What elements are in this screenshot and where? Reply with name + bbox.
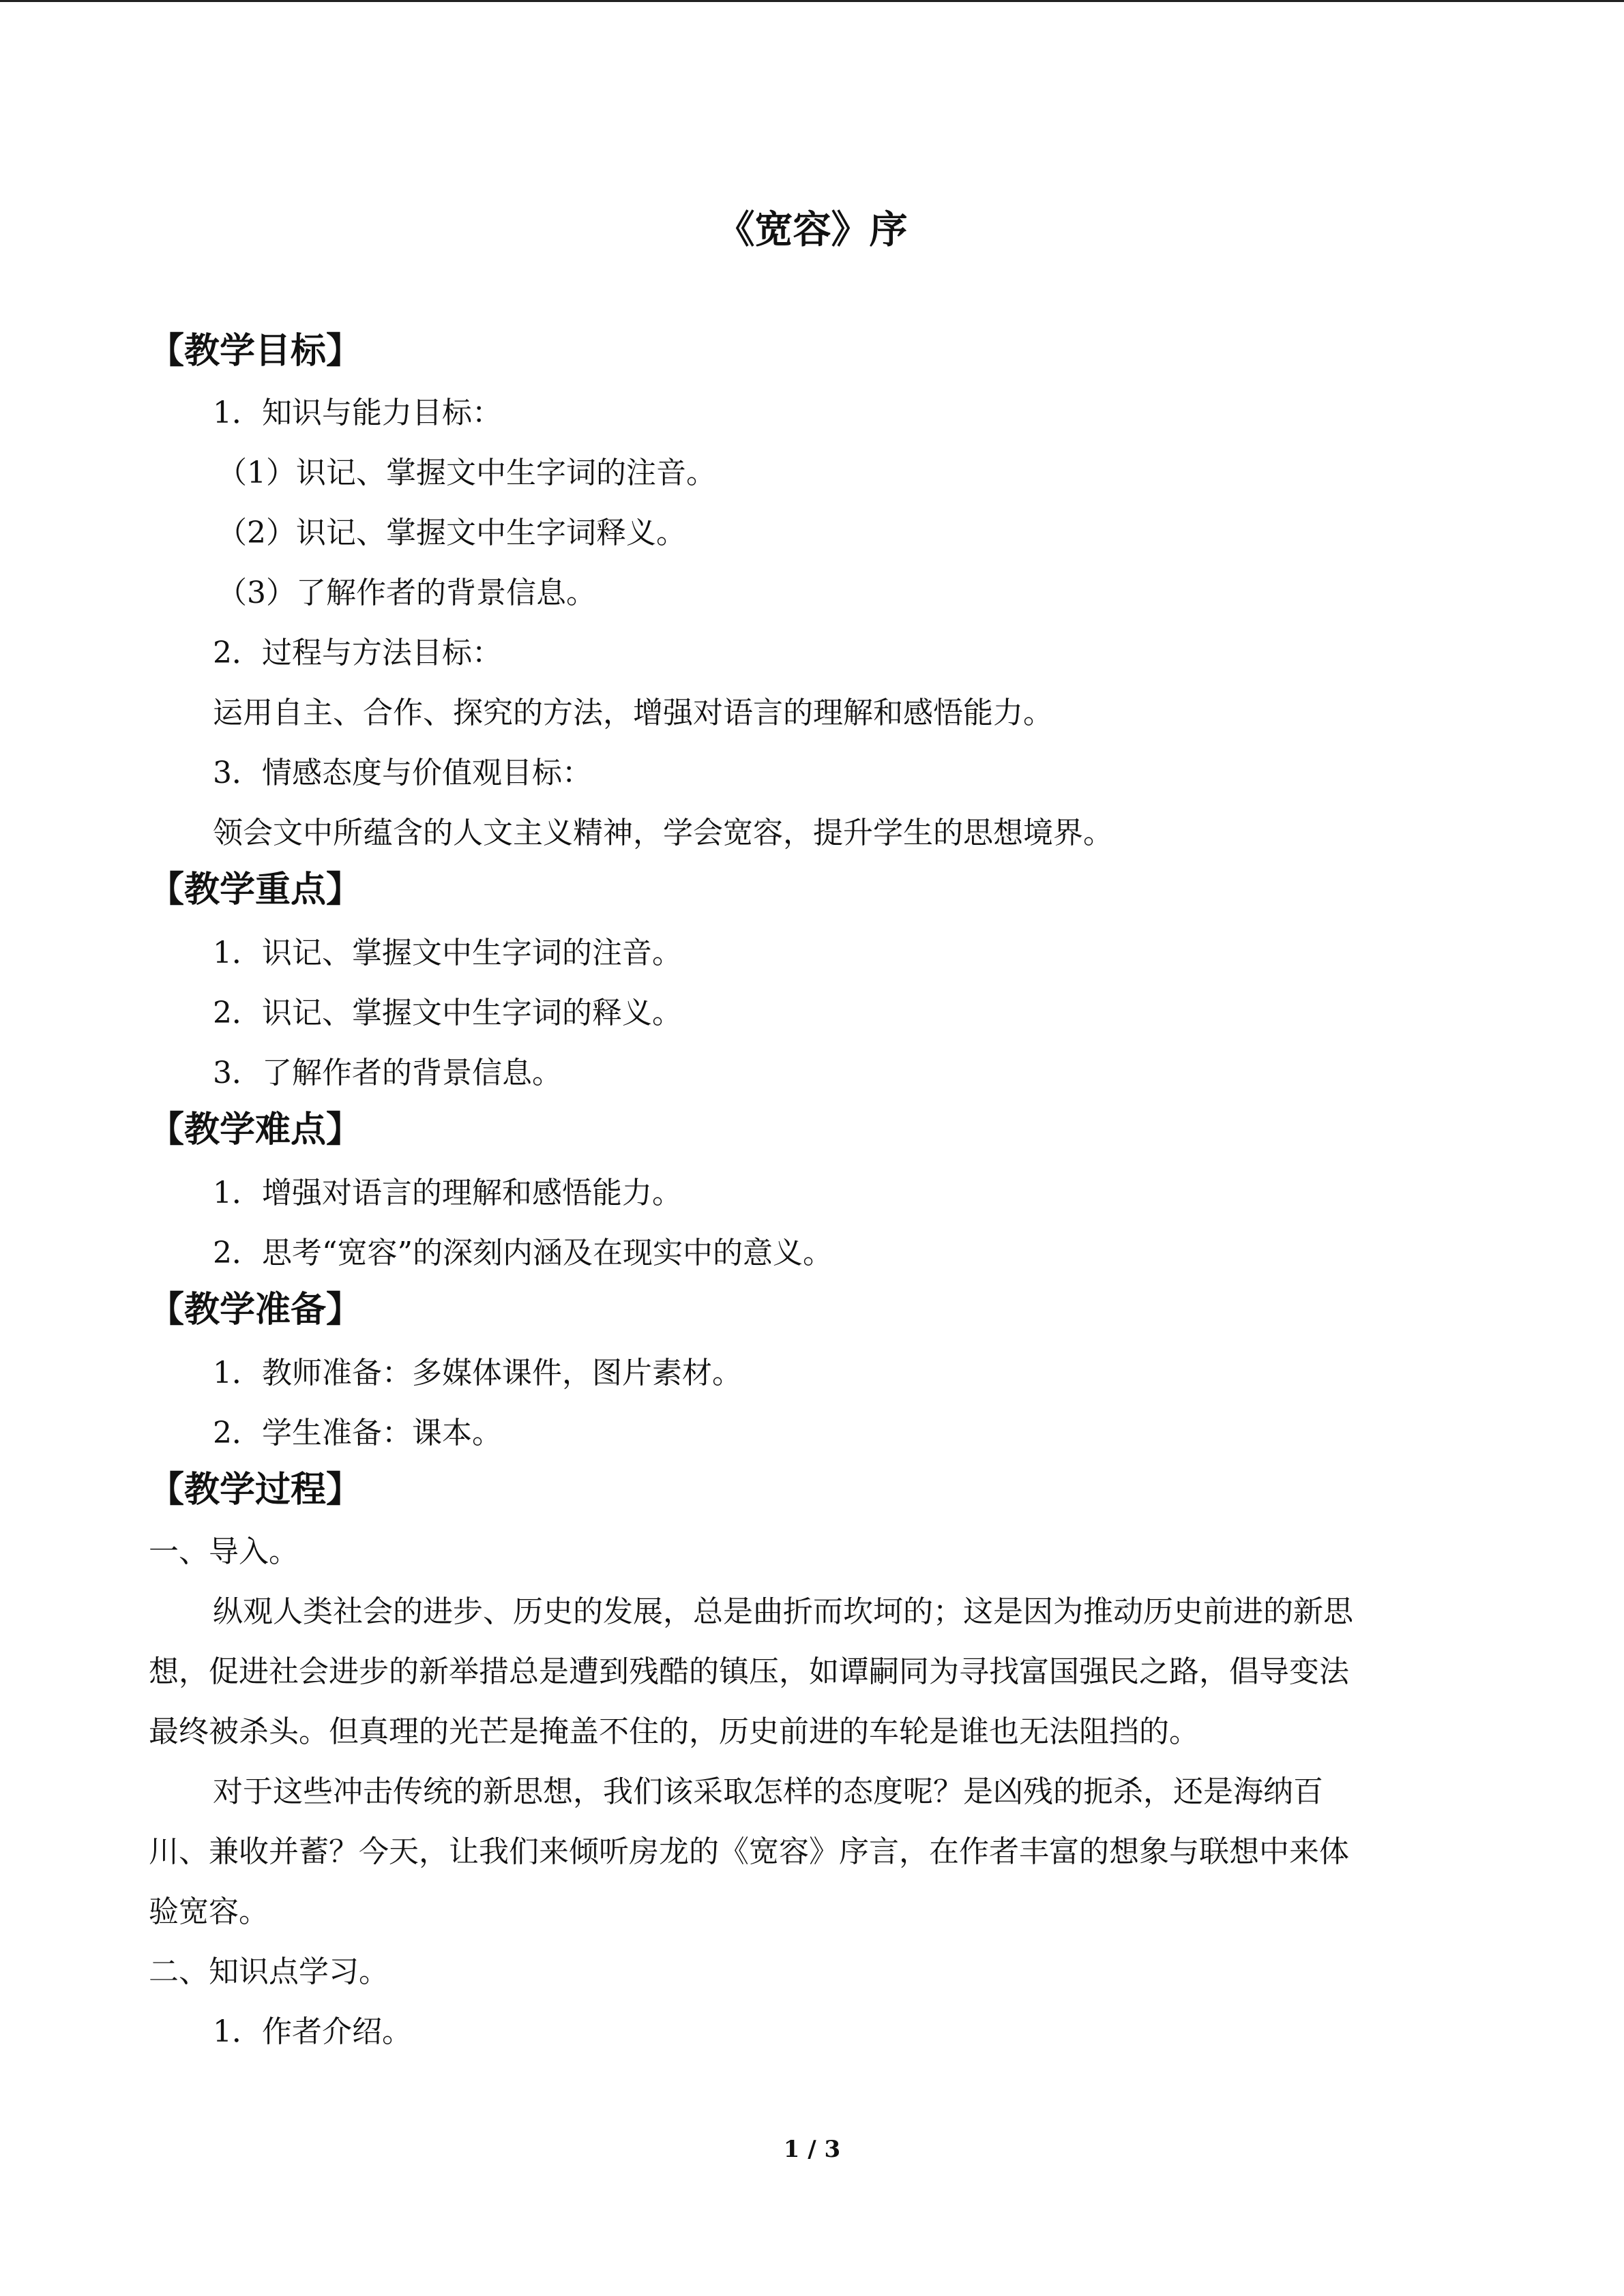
objective-line-8: 领会文中所蕴含的人文主义精神，学会宽容，提升学生的思想境界。: [213, 816, 1113, 850]
process-para2-line-1: 对于这些冲击传统的新思想，我们该采取怎样的态度呢？是凶残的扼杀，还是海纳百: [213, 1774, 1323, 1809]
section-heading-preparation: 【教学准备】: [149, 1289, 362, 1330]
key-point-line-2: 2．识记、掌握文中生字词的释义。: [213, 996, 682, 1030]
process-para1-line-2: 想，促进社会进步的新举措总是遭到残酷的镇压，如谭嗣同为寻找富国强民之路，倡导变法: [149, 1654, 1349, 1689]
process-para2-line-2: 川、兼收并蓄？今天，让我们来倾听房龙的《宽容》序言，在作者丰富的想象与联想中来体: [149, 1834, 1349, 1869]
page-number: 1 / 3: [783, 2136, 841, 2163]
preparation-line-2: 2．学生准备：课本。: [213, 1416, 502, 1450]
section-heading-process: 【教学过程】: [149, 1470, 362, 1510]
objective-line-7: 3．情感态度与价值观目标：: [213, 756, 592, 790]
process-part2-item-1: 1．作者介绍。: [213, 2014, 412, 2049]
document-title: 《宽容》序: [716, 208, 908, 252]
key-point-line-3: 3．了解作者的背景信息。: [213, 1056, 562, 1090]
process-para2-line-3: 验宽容。: [149, 1894, 269, 1929]
key-point-line-1: 1．识记、掌握文中生字词的注音。: [213, 936, 682, 970]
objective-line-4: （3）了解作者的背景信息。: [217, 576, 596, 610]
section-heading-key-points: 【教学重点】: [149, 869, 362, 910]
objective-line-3: （2）识记、掌握文中生字词释义。: [217, 516, 686, 550]
section-heading-objectives: 【教学目标】: [149, 331, 362, 372]
objective-line-2: （1）识记、掌握文中生字词的注音。: [217, 456, 716, 490]
objective-line-5: 2．过程与方法目标：: [213, 636, 502, 670]
process-part1-title: 一、导入。: [149, 1534, 299, 1569]
objective-line-6: 运用自主、合作、探究的方法，增强对语言的理解和感悟能力。: [213, 696, 1053, 730]
process-para1-line-1: 纵观人类社会的进步、历史的发展，总是曲折而坎坷的；这是因为推动历史前进的新思: [213, 1594, 1353, 1629]
section-heading-difficulties: 【教学难点】: [149, 1109, 362, 1150]
difficulty-line-2: 2．思考“宽容”的深刻内涵及在现实中的意义。: [213, 1236, 833, 1270]
process-para1-line-3: 最终被杀头。但真理的光芒是掩盖不住的，历史前进的车轮是谁也无法阻挡的。: [149, 1714, 1199, 1749]
process-part2-title: 二、知识点学习。: [149, 1954, 389, 1989]
preparation-line-1: 1．教师准备：多媒体课件，图片素材。: [213, 1356, 742, 1390]
objective-line-1: 1．知识与能力目标：: [213, 396, 502, 430]
difficulty-line-1: 1．增强对语言的理解和感悟能力。: [213, 1176, 682, 1210]
